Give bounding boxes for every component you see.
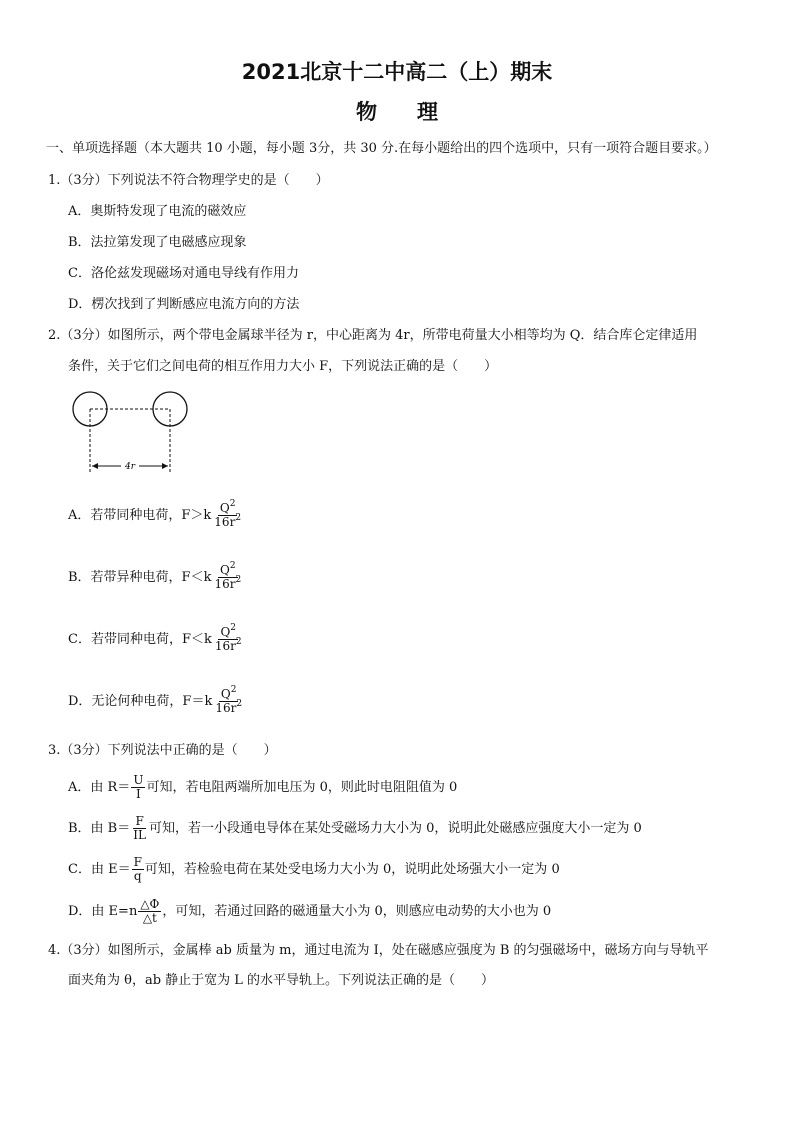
fraction-numerator: F [135,814,144,828]
option-b-text: B．若带异种电荷，F＜k [68,570,212,585]
option-b-prefix: B．由 B＝ [68,821,131,836]
numerator-exponent: 2 [230,623,237,633]
fraction-numerator: U [133,773,144,787]
question-1-option-d: D．楞次找到了判断感应电流方向的方法 [68,297,300,312]
option-b-suffix: 可知，若一小段通电导体在某处受磁场力大小为 0，说明此处磁感应强度大小一定为 0 [148,821,642,836]
formula-fraction [138,898,161,925]
question-3-option-c [68,856,560,883]
fraction-denominator: IL [133,828,146,842]
coulomb-fraction [213,623,244,653]
denominator-exponent: 2 [235,575,242,585]
question-1-option-c: C．洛伦兹发现磁场对通电导线有作用力 [68,266,299,281]
distance-label: 4r [124,462,136,472]
fraction-numerator: Q [220,687,231,701]
option-c-text: C．若带同种电荷，F＜k [68,632,212,647]
formula-fraction [131,815,148,842]
fraction-numerator: Q [219,501,230,515]
option-d-prefix: D．由 E=n [68,904,138,919]
question-4-stem-line2: 面夹角为 θ，ab 静止于宽为 L 的水平导轨上。下列说法正确的是（ ） [68,973,495,988]
question-2-option-b [68,561,244,591]
fraction-numerator: Q [220,563,230,577]
question-3-stem: 3.（3分）下列说法中正确的是（ ） [48,743,277,758]
two-spheres-figure [66,384,196,484]
section-heading: 一、单项选择题（本大题共 10 小题，每小题 3分，共 30 分.在每小题给出的四个选项中，只有一项符合题目要求。） [46,141,717,156]
fraction-numerator: F [133,855,142,869]
option-a-text: A．若带同种电荷，F＞k [68,508,212,523]
exam-title: 2021北京十二中高二（上）期末 [241,60,553,84]
fraction-denominator: △t [142,911,157,925]
question-1-stem: 1.（3分）下列说法不符合物理学史的是（ ） [48,173,329,188]
option-d-suffix: ，可知，若通过回路的磁通量大小为 0，则感应电动势的大小也为 0 [162,904,552,919]
numerator-exponent: 2 [229,499,236,509]
question-3-option-b [68,815,642,842]
question-3-option-d [68,898,551,925]
denominator-exponent: 2 [236,699,243,709]
fraction-denominator: 16r [214,577,236,591]
coulomb-fraction [213,685,244,715]
question-2-stem-line2: 条件，关于它们之间电荷的相互作用力大小 F，下列说法正确的是（ ） [68,359,498,374]
denominator-exponent: 2 [235,513,242,523]
arrow-head-left [92,463,98,469]
option-c-suffix: 可知，若检验电荷在某处受电场力大小为 0，说明此处场强大小一定为 0 [144,862,560,877]
option-a-prefix: A．由 R＝ [68,780,131,795]
question-2-option-c [68,623,245,653]
question-1-option-b: B．法拉第发现了电磁感应现象 [68,235,247,250]
numerator-exponent: 2 [229,561,236,571]
coulomb-fraction [212,499,243,529]
coulomb-fraction [212,561,243,591]
question-2-option-d [68,685,245,715]
formula-fraction [131,774,145,801]
formula-fraction [132,856,144,883]
fraction-denominator: q [133,869,142,883]
question-2-option-a [68,499,244,529]
option-c-prefix: C．由 E＝ [68,862,131,877]
fraction-denominator: 16r [214,515,236,529]
option-a-suffix: 可知，若电阻两端所加电压为 0，则此时电阻阻值为 0 [146,780,458,795]
numerator-exponent: 2 [230,685,237,695]
denominator-exponent: 2 [235,637,242,647]
fraction-denominator: 16r [215,701,237,715]
fraction-denominator: 16r [214,639,236,653]
question-4-stem-line1: 4.（3分）如图所示，金属棒 ab 质量为 m，通过电流为 I，处在磁感应强度为 B 的匀强磁场中，磁场方向与导轨平 [48,943,709,958]
subject-title: 物理 [356,100,478,124]
question-2-stem-line1: 2.（3分）如图所示，两个带电金属球半径为 r，中心距离为 4r，所带电荷量大小相等均为 Q．结合库仑定律适用 [48,328,698,343]
arrow-head-right [162,463,168,469]
fraction-numerator: △Φ [140,897,160,911]
fraction-denominator: I [136,787,141,801]
fraction-numerator: Q [220,625,231,639]
question-3-option-a [68,774,457,801]
question-1-option-a: A．奥斯特发现了电流的磁效应 [68,204,247,219]
option-d-text: D．无论何种电荷，F＝k [68,694,213,709]
